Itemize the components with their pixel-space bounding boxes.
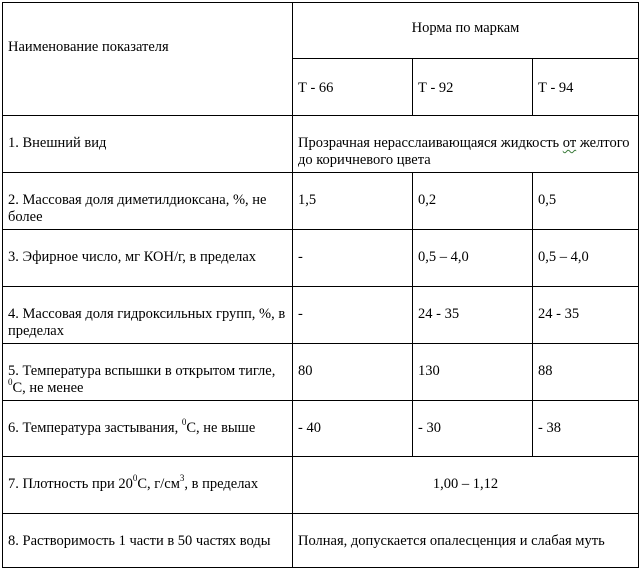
merged-value-cell: [293, 514, 639, 568]
row-merged-value: Прозрачная нерасслаивающаяся жидкость от желтого до коричневого цвета: [298, 135, 630, 168]
row-label: 7. Плотность при $20^0С$, $г/см^3$, в пределах: [3, 457, 293, 514]
row-label: 5. Температура вспышки в открытом тигле, $^0$С, не менее: [3, 344, 293, 401]
value-cell: - 38: [533, 401, 639, 457]
row-merged-value: Полная, допускается опалесценция и слабая муть: [298, 533, 605, 549]
value-cell: 0,5: [533, 173, 639, 230]
row-label: 1. Внешний вид: [3, 116, 293, 173]
table-row: [3, 116, 639, 173]
value-cell: - 30: [413, 401, 533, 457]
table-row: [3, 287, 639, 344]
row-label: 2. Массовая доля диметилдиоксана, %, не более: [3, 173, 293, 230]
value-cell: -: [293, 230, 413, 287]
table-row: [3, 514, 639, 568]
header-name-label: Наименование показателя: [8, 39, 169, 55]
value-cell: - 40: [293, 401, 413, 457]
value-cell: 0,5 – 4,0: [413, 230, 533, 287]
table-row: [3, 457, 639, 514]
row-label: 8. Растворимость 1 части в 50 частях воды: [3, 514, 293, 568]
merged-value-cell: [293, 457, 639, 514]
header-norm-label: Норма по маркам: [411, 20, 520, 36]
value-cell: -: [293, 287, 413, 344]
value-cell: 0,2: [413, 173, 533, 230]
specification-table: [2, 2, 639, 568]
grade-header-t92: Т - 92: [413, 59, 533, 116]
merged-value-cell: [293, 116, 639, 173]
value-cell: 24 - 35: [413, 287, 533, 344]
grade-header-t66: Т - 66: [293, 59, 413, 116]
value-cell: 1,5: [293, 173, 413, 230]
table-row: [3, 173, 639, 230]
row-label: 6. Температура застывания, $^0$С, не выше: [3, 401, 293, 457]
table-row: [3, 344, 639, 401]
value-cell: 24 - 35: [533, 287, 639, 344]
grade-header-t94: Т - 94: [533, 59, 639, 116]
row-merged-value: 1,00 – 1,12: [432, 476, 499, 492]
spellcheck-mark: от: [562, 135, 577, 151]
value-cell: 88: [533, 344, 639, 401]
header-norm-cell: [293, 3, 639, 59]
row-label: 3. Эфирное число, мг КОН/г, в пределах: [3, 230, 293, 287]
value-cell: 130: [413, 344, 533, 401]
table-row: [3, 401, 639, 457]
row-label: 4. Массовая доля гидроксильных групп, %, в пределах: [3, 287, 293, 344]
value-cell: 80: [293, 344, 413, 401]
table-row: [3, 230, 639, 287]
value-cell: 0,5 – 4,0: [533, 230, 639, 287]
header-name-cell: [3, 3, 293, 116]
